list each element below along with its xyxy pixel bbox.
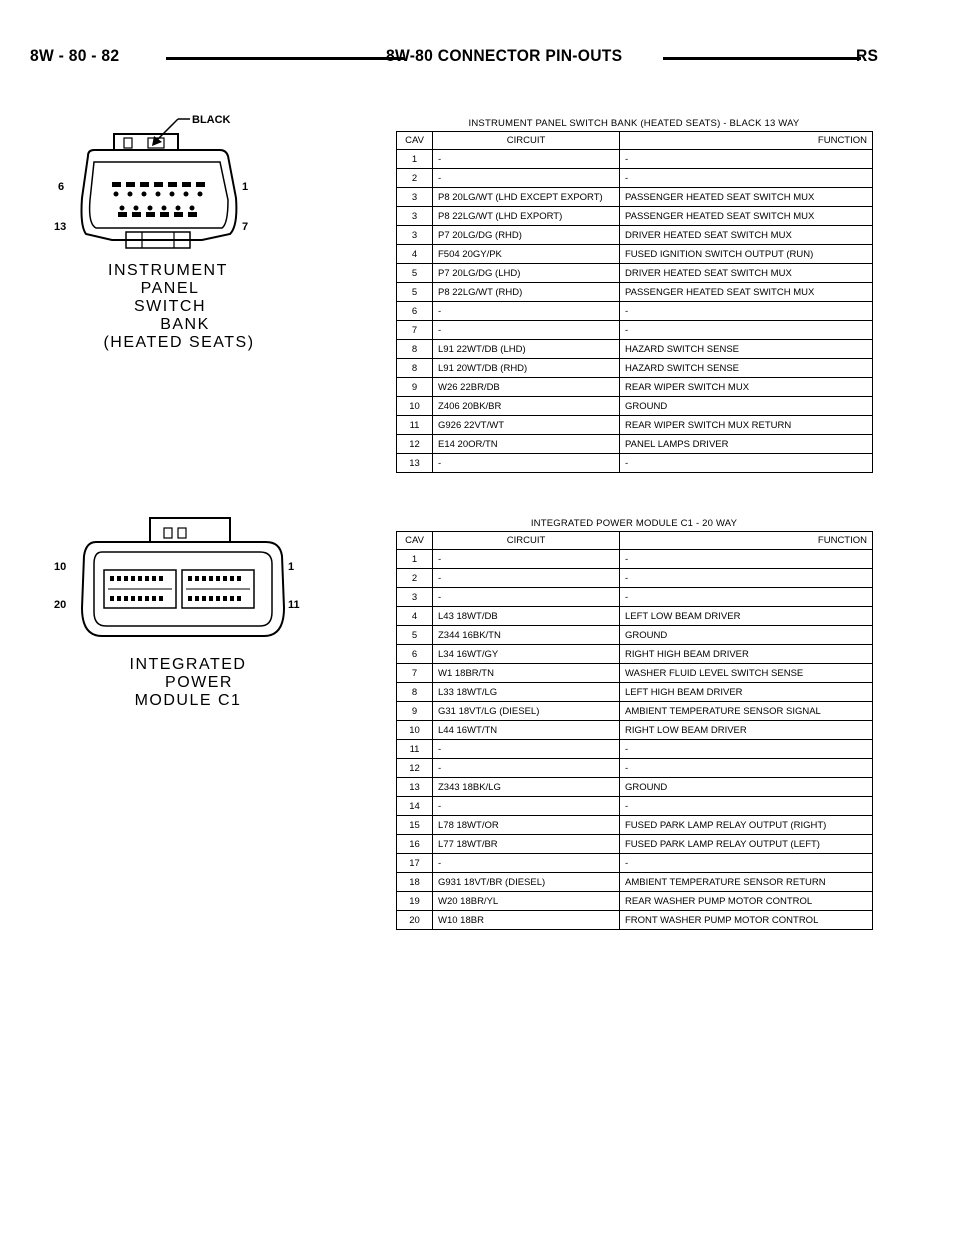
- cav-cell: 8: [397, 359, 433, 378]
- pin-label-1: 1: [288, 561, 295, 573]
- table-row: [397, 911, 873, 930]
- table-row: [397, 283, 873, 302]
- function-cell: RIGHT HIGH BEAM DRIVER: [620, 645, 873, 664]
- function-cell: AMBIENT TEMPERATURE SENSOR RETURN: [620, 873, 873, 892]
- circuit-cell: -: [433, 759, 620, 778]
- cav-cell: 15: [397, 816, 433, 835]
- table-row: [397, 645, 873, 664]
- cav-cell: 6: [397, 302, 433, 321]
- function-cell: -: [620, 854, 873, 873]
- circuit-cell: W26 22BR/DB: [433, 378, 620, 397]
- circuit-cell: L77 18WT/BR: [433, 835, 620, 854]
- circuit-cell: -: [433, 740, 620, 759]
- header-rule-right: [663, 57, 861, 60]
- pin-label-20: 20: [54, 599, 67, 611]
- table-row: [397, 892, 873, 911]
- table-row: [397, 740, 873, 759]
- table-row: [397, 359, 873, 378]
- circuit-cell: Z344 16BK/TN: [433, 626, 620, 645]
- table-title: INSTRUMENT PANEL SWITCH BANK (HEATED SEATS) - BLACK 13 WAY: [468, 118, 800, 129]
- circuit-cell: -: [433, 550, 620, 569]
- col-header-circuit: CIRCUIT: [433, 132, 620, 150]
- caption-line: PANEL: [140, 280, 200, 297]
- cav-cell: 3: [397, 188, 433, 207]
- function-cell: -: [620, 150, 873, 169]
- cav-cell: 13: [397, 778, 433, 797]
- function-cell: FUSED PARK LAMP RELAY OUTPUT (LEFT): [620, 835, 873, 854]
- circuit-cell: W20 18BR/YL: [433, 892, 620, 911]
- cav-cell: 11: [397, 416, 433, 435]
- cav-cell: 5: [397, 626, 433, 645]
- function-cell: REAR WASHER PUMP MOTOR CONTROL: [620, 892, 873, 911]
- connector-diagram-switch-bank: [52, 108, 262, 260]
- model-code: RS: [855, 46, 878, 65]
- circuit-cell: W10 18BR: [433, 911, 620, 930]
- pin-label-7: 7: [242, 221, 249, 233]
- function-cell: PASSENGER HEATED SEAT SWITCH MUX: [620, 188, 873, 207]
- circuit-cell: E14 20OR/TN: [433, 435, 620, 454]
- caption-line: (HEATED SEATS): [103, 334, 255, 351]
- function-cell: -: [620, 302, 873, 321]
- circuit-cell: P8 22LG/WT (RHD): [433, 283, 620, 302]
- function-cell: -: [620, 169, 873, 188]
- circuit-cell: G31 18VT/LG (DIESEL): [433, 702, 620, 721]
- col-header-function: FUNCTION: [620, 532, 873, 550]
- table-row: [397, 721, 873, 740]
- pinout-table-power-module: [396, 516, 872, 930]
- cav-cell: 13: [397, 454, 433, 473]
- caption-line: INSTRUMENT: [108, 262, 228, 279]
- cav-cell: 1: [397, 550, 433, 569]
- table-body: [397, 550, 873, 930]
- table-row: [397, 188, 873, 207]
- cav-cell: 12: [397, 759, 433, 778]
- function-cell: -: [620, 740, 873, 759]
- caption-line: MODULE C1: [134, 692, 242, 709]
- circuit-cell: G926 22VT/WT: [433, 416, 620, 435]
- function-cell: LEFT LOW BEAM DRIVER: [620, 607, 873, 626]
- table-row: [397, 321, 873, 340]
- table-row: [397, 340, 873, 359]
- table-row: [397, 683, 873, 702]
- table-row: [397, 873, 873, 892]
- caption-line: SWITCH: [133, 298, 207, 315]
- cav-cell: 14: [397, 797, 433, 816]
- cav-cell: 6: [397, 645, 433, 664]
- circuit-cell: G931 18VT/BR (DIESEL): [433, 873, 620, 892]
- table-row: [397, 664, 873, 683]
- function-cell: GROUND: [620, 397, 873, 416]
- circuit-cell: L43 18WT/DB: [433, 607, 620, 626]
- circuit-cell: P7 20LG/DG (RHD): [433, 226, 620, 245]
- function-cell: REAR WIPER SWITCH MUX RETURN: [620, 416, 873, 435]
- cav-cell: 17: [397, 854, 433, 873]
- cav-cell: 20: [397, 911, 433, 930]
- table-row: [397, 854, 873, 873]
- circuit-cell: Z406 20BK/BR: [433, 397, 620, 416]
- circuit-cell: P8 22LG/WT (LHD EXPORT): [433, 207, 620, 226]
- callout-label: BLACK: [192, 114, 231, 126]
- function-cell: -: [620, 569, 873, 588]
- caption-line: BANK: [160, 316, 210, 333]
- table-row: [397, 759, 873, 778]
- table-title: INTEGRATED POWER MODULE C1 - 20 WAY: [530, 518, 738, 529]
- table-row: [397, 454, 873, 473]
- function-cell: DRIVER HEATED SEAT SWITCH MUX: [620, 226, 873, 245]
- circuit-cell: P8 20LG/WT (LHD EXCEPT EXPORT): [433, 188, 620, 207]
- section-title: 8W-80 CONNECTOR PIN-OUTS: [386, 46, 623, 65]
- circuit-cell: -: [433, 321, 620, 340]
- circuit-cell: -: [433, 454, 620, 473]
- cav-cell: 3: [397, 226, 433, 245]
- table-row: [397, 607, 873, 626]
- table-row: [397, 778, 873, 797]
- circuit-cell: L91 20WT/DB (RHD): [433, 359, 620, 378]
- circuit-cell: -: [433, 797, 620, 816]
- table-row: [397, 626, 873, 645]
- pinout-table-switch-bank: [396, 116, 872, 473]
- cav-cell: 4: [397, 245, 433, 264]
- function-cell: AMBIENT TEMPERATURE SENSOR SIGNAL: [620, 702, 873, 721]
- table-row: [397, 150, 873, 169]
- circuit-cell: -: [433, 150, 620, 169]
- function-cell: HAZARD SWITCH SENSE: [620, 359, 873, 378]
- cav-cell: 4: [397, 607, 433, 626]
- cav-cell: 7: [397, 664, 433, 683]
- cav-cell: 5: [397, 264, 433, 283]
- cav-cell: 11: [397, 740, 433, 759]
- caption-line: INTEGRATED: [129, 656, 247, 673]
- cav-cell: 19: [397, 892, 433, 911]
- circuit-cell: -: [433, 569, 620, 588]
- circuit-cell: -: [433, 588, 620, 607]
- caption-line: POWER: [165, 674, 233, 691]
- function-cell: LEFT HIGH BEAM DRIVER: [620, 683, 873, 702]
- table-header-row: [397, 532, 873, 550]
- cav-cell: 10: [397, 397, 433, 416]
- function-cell: -: [620, 550, 873, 569]
- circuit-cell: P7 20LG/DG (LHD): [433, 264, 620, 283]
- cav-cell: 10: [397, 721, 433, 740]
- circuit-cell: L91 22WT/DB (LHD): [433, 340, 620, 359]
- connector-caption-power-module: [118, 656, 258, 710]
- pinout-grid: [396, 531, 873, 930]
- circuit-cell: L33 18WT/LG: [433, 683, 620, 702]
- cav-cell: 2: [397, 169, 433, 188]
- function-cell: GROUND: [620, 626, 873, 645]
- function-cell: -: [620, 759, 873, 778]
- table-row: [397, 397, 873, 416]
- col-header-cav: CAV: [397, 132, 433, 150]
- circuit-cell: W1 18BR/TN: [433, 664, 620, 683]
- cav-cell: 2: [397, 569, 433, 588]
- pin-label-6: 6: [58, 181, 65, 193]
- table-row: [397, 264, 873, 283]
- circuit-cell: L44 16WT/TN: [433, 721, 620, 740]
- cav-cell: 8: [397, 683, 433, 702]
- cav-cell: 5: [397, 283, 433, 302]
- cav-cell: 16: [397, 835, 433, 854]
- table-row: [397, 797, 873, 816]
- table-row: [397, 588, 873, 607]
- cav-cell: 9: [397, 702, 433, 721]
- cav-cell: 7: [397, 321, 433, 340]
- cav-cell: 9: [397, 378, 433, 397]
- connector-diagram-power-module: [54, 512, 304, 642]
- pin-label-10: 10: [54, 561, 67, 573]
- table-header-row: [397, 132, 873, 150]
- table-row: [397, 569, 873, 588]
- function-cell: WASHER FLUID LEVEL SWITCH SENSE: [620, 664, 873, 683]
- function-cell: RIGHT LOW BEAM DRIVER: [620, 721, 873, 740]
- table-row: [397, 245, 873, 264]
- cav-cell: 1: [397, 150, 433, 169]
- function-cell: REAR WIPER SWITCH MUX: [620, 378, 873, 397]
- col-header-cav: CAV: [397, 532, 433, 550]
- pin-label-13: 13: [54, 221, 67, 233]
- col-header-circuit: CIRCUIT: [433, 532, 620, 550]
- table-row: [397, 378, 873, 397]
- cav-cell: 3: [397, 207, 433, 226]
- function-cell: PANEL LAMPS DRIVER: [620, 435, 873, 454]
- function-cell: DRIVER HEATED SEAT SWITCH MUX: [620, 264, 873, 283]
- header-rule-left: [166, 57, 404, 60]
- function-cell: FUSED IGNITION SWITCH OUTPUT (RUN): [620, 245, 873, 264]
- circuit-cell: Z343 18BK/LG: [433, 778, 620, 797]
- function-cell: PASSENGER HEATED SEAT SWITCH MUX: [620, 207, 873, 226]
- col-header-function: FUNCTION: [620, 132, 873, 150]
- circuit-cell: L34 16WT/GY: [433, 645, 620, 664]
- table-row: [397, 702, 873, 721]
- cav-cell: 8: [397, 340, 433, 359]
- circuit-cell: -: [433, 302, 620, 321]
- cav-cell: 12: [397, 435, 433, 454]
- page-header: [30, 46, 878, 74]
- circuit-cell: F504 20GY/PK: [433, 245, 620, 264]
- circuit-cell: L78 18WT/OR: [433, 816, 620, 835]
- cav-cell: 18: [397, 873, 433, 892]
- table-row: [397, 226, 873, 245]
- function-cell: -: [620, 454, 873, 473]
- function-cell: -: [620, 588, 873, 607]
- table-row: [397, 435, 873, 454]
- page-number: 8W - 80 - 82: [30, 46, 120, 65]
- pin-label-1: 1: [242, 181, 249, 193]
- pin-label-11: 11: [288, 599, 300, 611]
- function-cell: -: [620, 321, 873, 340]
- table-row: [397, 416, 873, 435]
- function-cell: HAZARD SWITCH SENSE: [620, 340, 873, 359]
- table-row: [397, 169, 873, 188]
- table-row: [397, 207, 873, 226]
- circuit-cell: -: [433, 169, 620, 188]
- table-body: [397, 150, 873, 473]
- function-cell: FUSED PARK LAMP RELAY OUTPUT (RIGHT): [620, 816, 873, 835]
- function-cell: GROUND: [620, 778, 873, 797]
- function-cell: FRONT WASHER PUMP MOTOR CONTROL: [620, 911, 873, 930]
- cav-cell: 3: [397, 588, 433, 607]
- pinout-grid: [396, 131, 873, 473]
- table-row: [397, 302, 873, 321]
- table-row: [397, 550, 873, 569]
- table-row: [397, 816, 873, 835]
- function-cell: -: [620, 797, 873, 816]
- connector-caption-switch-bank: [70, 262, 270, 352]
- function-cell: PASSENGER HEATED SEAT SWITCH MUX: [620, 283, 873, 302]
- circuit-cell: -: [433, 854, 620, 873]
- table-row: [397, 835, 873, 854]
